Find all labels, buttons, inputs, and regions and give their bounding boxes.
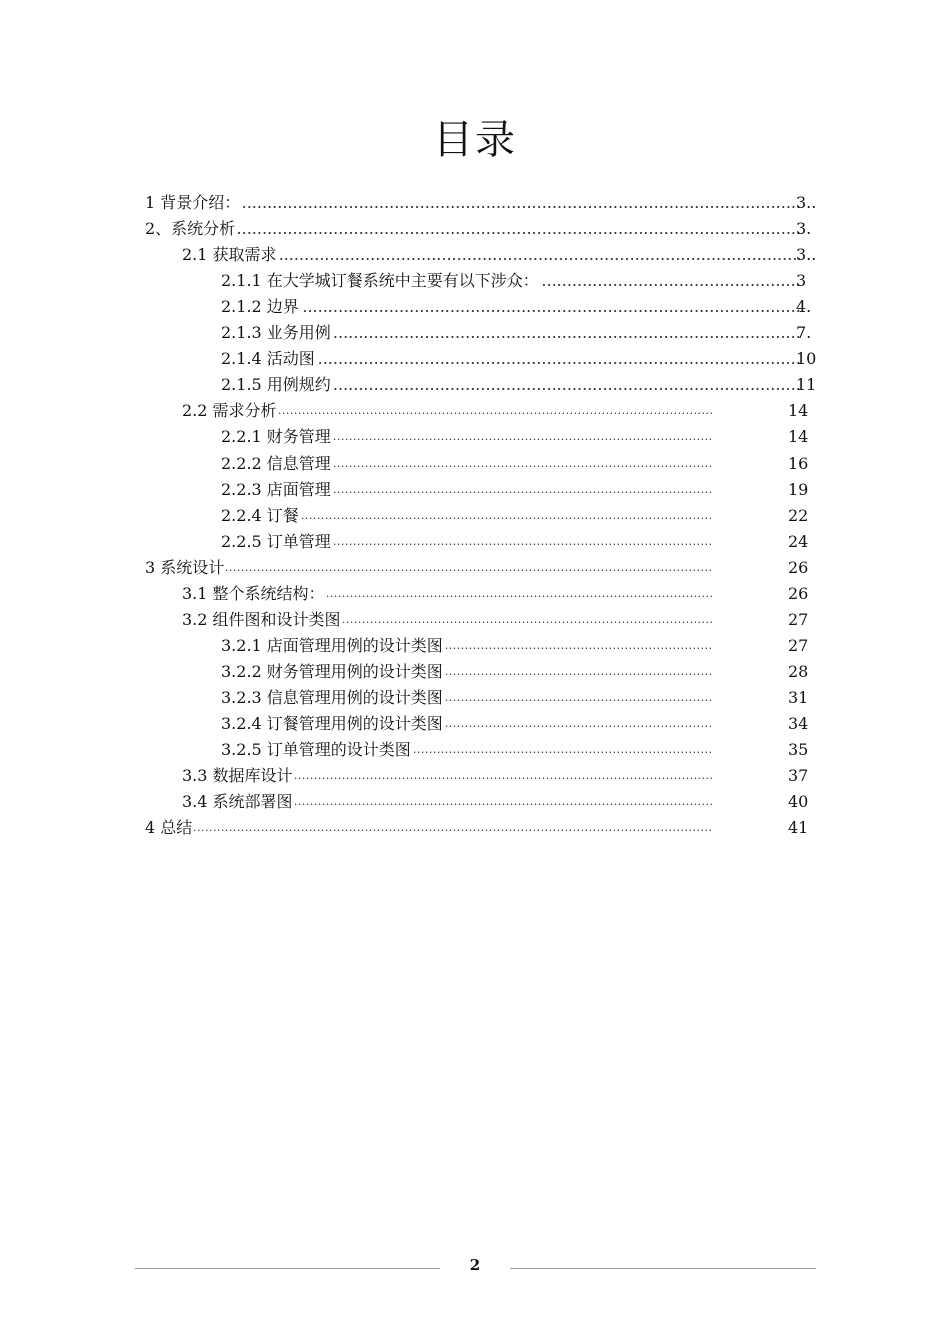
- toc-entry[interactable]: [221, 711, 820, 737]
- toc-entry-label: 1 背景介绍：: [145, 190, 242, 216]
- toc-entry-label: 4 总结: [145, 815, 194, 841]
- toc-entry[interactable]: [221, 424, 820, 450]
- toc-entry[interactable]: [221, 372, 820, 398]
- page-title: 目录: [433, 117, 517, 163]
- toc-entry-page: 3..: [796, 193, 817, 212]
- toc-entry-page: 41: [788, 818, 809, 838]
- toc-entry-page: 16: [788, 453, 809, 473]
- toc-entry-page: 3..: [796, 245, 817, 265]
- toc-entry-page: 7.: [796, 323, 812, 343]
- toc-entry[interactable]: [221, 503, 820, 529]
- toc-entry-label: 2.2.5 订单管理: [221, 529, 333, 555]
- toc-entry[interactable]: [182, 763, 820, 789]
- toc-entry-page: 40: [788, 792, 809, 812]
- footer-rule-right: [510, 1268, 816, 1269]
- toc-entry-label: 3.2.3 信息管理用例的设计类图: [221, 685, 445, 711]
- toc-entry-page: 11: [796, 375, 817, 395]
- toc-entry-page: 3: [796, 271, 807, 291]
- toc-entry-page: 19: [788, 479, 809, 499]
- toc-entry-page: 31: [788, 687, 809, 707]
- toc-entry-label: 3.3 数据库设计: [182, 763, 295, 789]
- toc-entry[interactable]: [221, 737, 820, 763]
- toc-entry-page: 28: [788, 661, 809, 681]
- toc-entry-page: 24: [788, 531, 809, 551]
- toc-entry-label: 2.1.3 业务用例: [221, 320, 333, 346]
- toc-entry-label: 3.2.2 财务管理用例的设计类图: [221, 659, 445, 685]
- toc-leader-dots: [145, 190, 800, 216]
- toc-entry-label: 2.1.2 边界: [221, 294, 301, 320]
- toc-entry[interactable]: [221, 477, 820, 503]
- toc-entry[interactable]: [145, 555, 820, 581]
- toc-entry[interactable]: [145, 216, 820, 242]
- toc-entry-label: 3.2.4 订餐管理用例的设计类图: [221, 711, 445, 737]
- toc-entry[interactable]: [221, 633, 820, 659]
- toc-entry-label: 2.2.1 财务管理: [221, 424, 333, 450]
- toc-entry-label: 2.2 需求分析: [182, 398, 279, 424]
- toc-entry[interactable]: [221, 659, 820, 685]
- toc-entry-label: 3.1 整个系统结构：: [182, 581, 327, 607]
- toc-entry-page: 27: [788, 635, 809, 655]
- toc-entry-page: 34: [788, 714, 809, 733]
- toc-leader-dots: [145, 555, 712, 581]
- toc-entry-page: 14: [788, 427, 809, 447]
- toc-entry-label: 2.1.5 用例规约: [221, 372, 333, 398]
- toc-entry[interactable]: [221, 294, 820, 320]
- toc-entry-page: 14: [788, 401, 809, 421]
- toc-leader-dots: [145, 216, 800, 242]
- toc-entry-label: 3.2.5 订单管理的设计类图: [221, 737, 413, 763]
- toc-entry-label: 3.2 组件图和设计类图: [182, 607, 343, 633]
- toc-entry-label: 2、系统分析: [145, 216, 237, 242]
- toc-entry[interactable]: [182, 398, 820, 424]
- toc-entry-label: 2.2.2 信息管理: [221, 451, 333, 477]
- toc-entry-page: 27: [788, 609, 809, 629]
- toc-entry-label: 2.2.4 订餐: [221, 503, 301, 529]
- toc-leader-dots: [145, 815, 712, 841]
- toc-entry[interactable]: [182, 607, 820, 633]
- toc-entry-label: 3.2.1 店面管理用例的设计类图: [221, 633, 445, 659]
- toc-entry[interactable]: [221, 268, 820, 294]
- toc-entry[interactable]: [221, 346, 820, 372]
- toc-leader-dots: [221, 294, 800, 320]
- toc-entry[interactable]: [221, 529, 820, 555]
- toc-entry-page: 37: [788, 766, 809, 786]
- toc-entry[interactable]: [221, 685, 820, 711]
- toc-entry-label: 3 系统设计: [145, 555, 226, 581]
- toc-entry-label: 2.1.1 在大学城订餐系统中主要有以下涉众：: [221, 268, 541, 294]
- toc-entry-label: 3.4 系统部署图: [182, 789, 295, 815]
- toc-entry-label: 2.1 获取需求: [182, 242, 279, 268]
- footer-rule-left: [135, 1268, 440, 1269]
- toc-entry-label: 2.1.4 活动图: [221, 346, 317, 372]
- toc-entry[interactable]: [145, 190, 820, 216]
- toc-entry-page: 35: [788, 740, 809, 760]
- toc-entry[interactable]: [221, 451, 820, 477]
- toc-entry[interactable]: [221, 320, 820, 346]
- toc-entry[interactable]: [145, 815, 820, 841]
- toc-entry-page: 10: [796, 349, 817, 369]
- toc-entry[interactable]: [182, 581, 820, 607]
- toc-entry-page: 3.: [796, 219, 812, 239]
- toc-entry-page: 22: [788, 505, 809, 525]
- toc-entry-page: 26: [788, 583, 809, 603]
- footer-page-number: 2: [469, 1256, 481, 1274]
- toc-entry-label: 2.2.3 店面管理: [221, 477, 333, 503]
- toc-entry-page: 26: [788, 557, 809, 577]
- toc-entry[interactable]: [182, 242, 820, 268]
- toc-entry[interactable]: [182, 789, 820, 815]
- toc-entry-page: 4.: [796, 297, 812, 317]
